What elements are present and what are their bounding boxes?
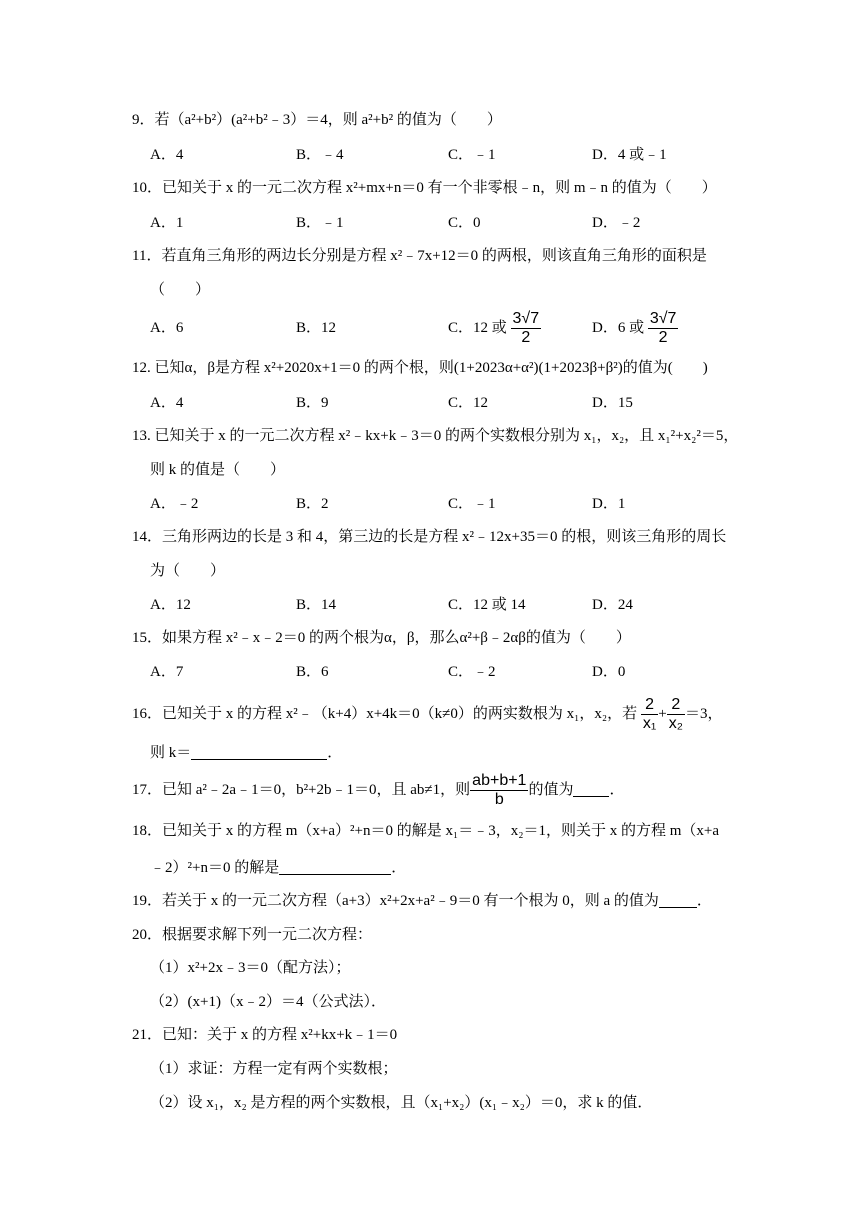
q16-stem-text: 16．已知关于 x 的方程 x²﹣（k+4）x+4k＝0（k≠0）的两实数根为 x₁，x₂，若 [132,706,638,722]
fraction-denominator: 2 [521,329,531,347]
question-12-stem: 12. 已知α，β是方程 x²+2020x+1＝0 的两个根，则(1+2023α+α²)(1+2023β+β²)的值为( ) [132,360,708,376]
q16-equals: ＝3， [684,706,723,722]
fraction-denominator: x₂ [668,715,683,733]
fraction-numerator: 3√7 [512,310,540,328]
question-21-stem: 21．已知：关于 x 的方程 x²+kx+k﹣1＝0 [132,1027,398,1043]
question-11-continuation: （ ） [150,282,211,298]
q10-option-a: A．1 [150,215,184,231]
q16-end: ． [327,745,343,761]
q17-stem-text: 17．已知 a²﹣2a﹣1＝0，b²+2b﹣1＝0，且 ab≠1，则 [132,782,471,798]
fraction-denominator: 2 [658,329,668,347]
q16-cont-text: 则 k＝ [150,745,192,761]
q11-option-c [448,306,541,350]
answer-blank[interactable] [191,745,327,760]
fraction-numerator: ab+b+1 [472,772,527,790]
q13-option-d: D．1 [592,496,626,512]
q17-end: ． [609,782,625,798]
q11-option-c-text: C．12 或 [448,320,507,336]
q14-option-d: D．24 [592,597,633,613]
q15-option-d: D．0 [592,664,626,680]
q16-fraction-2 [667,696,685,733]
q9-option-a: A．4 [150,147,184,163]
question-20-part-2: （2）(x+1)（x﹣2）＝4（公式法）． [150,994,386,1010]
q12-option-b: B．9 [296,395,329,411]
question-20-part-1: （1）x²+2x﹣3＝0（配方法）； [150,960,351,976]
question-15-stem: 15．如果方程 x²﹣x﹣2＝0 的两个根为α，β，那么α²+β﹣2αβ的值为（ ） [132,630,631,646]
question-11-stem: 11．若直角三角形的两边长分别是方程 x²﹣7x+12＝0 的两根，则该直角三角形的面积是 [132,248,707,264]
question-16-stem [132,694,722,734]
q15-option-a: A．7 [150,664,184,680]
q11-option-b: B．12 [296,320,337,336]
question-18-continuation [150,858,406,878]
question-21-part-1: （1）求证：方程一定有两个实数根； [150,1061,398,1077]
q9-option-b: B．﹣4 [296,147,344,163]
fraction-numerator: 2 [641,696,658,715]
q18-cont-text: ﹣2）²+n＝0 的解是 [150,860,280,876]
q14-option-a: A．12 [150,597,191,613]
q11-option-c-fraction [511,310,542,347]
q12-option-d: D．15 [592,395,633,411]
question-14-continuation: 为（ ） [150,563,226,579]
question-19-stem [132,891,712,911]
answer-blank[interactable] [659,893,697,908]
q15-option-c: C．﹣2 [448,664,496,680]
q14-option-b: B．14 [296,597,337,613]
fraction-numerator: 2 [667,696,685,715]
question-9-stem: 9．若（a²+b²）(a²+b²﹣3）＝4，则 a²+b² 的值为（ ） [132,112,502,128]
question-13-stem: 13. 已知关于 x 的一元二次方程 x²﹣kx+k﹣3＝0 的两个实数根分别为 x₁，x₂，且 x₁²+x₂²＝5， [132,428,739,444]
question-13-continuation: 则 k 的值是（ ） [150,462,286,478]
answer-blank[interactable] [279,860,391,875]
q13-option-b: B．2 [296,496,329,512]
q13-option-a: A．﹣2 [150,496,199,512]
q18-end: ． [391,860,407,876]
fraction-denominator: b [494,791,504,809]
q14-option-c: C．12 或 14 [448,597,526,613]
question-18-stem: 18．已知关于 x 的方程 m（x+a）²+n＝0 的解是 x₁＝﹣3，x₂＝1，则关于 x 的方程 m（x+a [132,823,719,839]
question-17-stem [132,770,624,810]
q9-option-c: C．﹣1 [448,147,496,163]
q17-fraction [470,772,528,809]
fraction-numerator: 3√7 [649,310,677,328]
q16-plus: + [658,706,667,722]
question-21-part-2: （2）设 x₁，x₂ 是方程的两个实数根，且（x₁+x₂）(x₁﹣x₂）＝0，求 k 的值． [150,1095,653,1111]
q11-option-d-fraction [648,310,679,347]
answer-blank[interactable] [573,782,609,797]
q10-option-c: C．0 [448,215,481,231]
q9-option-d: D．4 或﹣1 [592,147,667,163]
q10-option-d: D．﹣2 [592,215,641,231]
question-20-stem: 20．根据要求解下列一元二次方程： [132,927,373,943]
question-14-stem: 14．三角形两边的长是 3 和 4，第三边的长是方程 x²﹣12x+35＝0 的根，则该三角形的周长 [132,529,727,545]
q19-stem-text: 19．若关于 x 的一元二次方程（a+3）x²+2x+a²﹣9＝0 有一个根为 0，则 a 的值为 [132,893,659,909]
q12-option-c: C．12 [448,395,489,411]
q11-option-a: A．6 [150,320,184,336]
q10-option-b: B．﹣1 [296,215,344,231]
q19-end: ． [696,893,712,909]
q12-option-a: A．4 [150,395,184,411]
q17-tail: 的值为 [528,782,574,798]
question-16-continuation [150,743,342,763]
fraction-denominator: x₁ [642,715,657,733]
question-10-stem: 10．已知关于 x 的一元二次方程 x²+mx+n＝0 有一个非零根﹣n，则 m﹣n 的值为（ ） [132,180,717,196]
q11-option-d-text: D．6 或 [592,320,645,336]
q13-option-c: C．﹣1 [448,496,496,512]
q16-fraction-1 [641,696,658,733]
q11-option-d [592,306,678,350]
q15-option-b: B．6 [296,664,329,680]
